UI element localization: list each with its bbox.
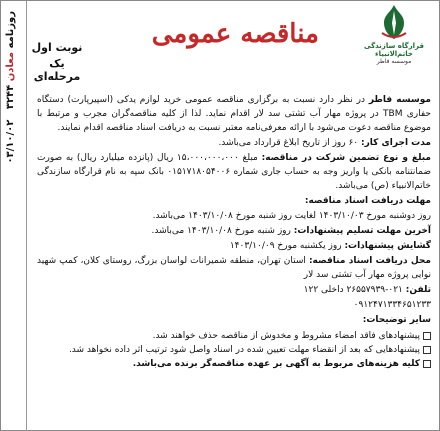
note-text: پیشنهادهایی که بعد از انقضاء مهلت تعیین شده در اسناد واصل شود ترتیب اثر داده نخواهد شد. [68,345,420,355]
checkbox-icon [423,360,431,368]
list-item [37,357,431,371]
phone-text: ۰۲۱-۲۶۵۵۷۹۳۹ داخلی ۱۲۲ [303,285,406,295]
checkbox-icon [423,332,431,340]
guarantee-label: مبلغ و نوع تضمین شرکت در مناقصه: [261,153,431,163]
intro-lead: موسسه فاطر [368,95,431,105]
duration-text: ۶۰ روز از تاریخ ابلاغ قرارداد می‌باشد. [218,138,362,148]
submit-label: آخرین مهلت تسلیم پیشنهادات: [293,226,431,236]
newspaper-side-strip [1,1,27,431]
round-info [31,41,83,86]
side-brand: معادن [5,51,16,82]
emblem-icon [374,3,414,41]
note-text: کلیه هزینه‌های مربوط به آگهی بر عهده مناقصه‌گر برنده می‌باشد. [132,359,420,369]
submit-paragraph [37,224,431,238]
submit-text: روز شنبه مورخ ۱۴۰۳/۱۰/۰۸ می‌باشد. [151,226,294,236]
location-paragraph [37,254,431,282]
logo-subtext: موسسه فاطر [376,58,412,65]
phone-paragraph [37,283,431,297]
checkbox-icon [423,346,431,354]
notice-body [31,93,437,371]
side-newspaper: روزنامه [5,11,16,49]
side-code: ۳۲۴۴ [5,84,16,110]
side-caption [5,11,16,411]
opening-paragraph [37,239,431,253]
opening-label: گشایش پیشنهادات: [344,241,431,251]
logo-text: قرارگاه سازندگی خاتم‌الانبیاء [363,42,424,58]
intro-text: در نظر دارد نسبت به برگزاری مناقصه عمومی خرید لوازم یدکی (اسپیرپارت) دستگاه حفاری TBM در پروژه مهار آب تشتی سد لار اقدام نماید. لذا از کلیه مناقصه‌گران مجرب و مرتبط با موضوع مناقصه دعوت می‌شود با ارائه معرفی‌نامه معتبر نسبت به دریافت اسناد مناقصه اقدام نمایند. [37,95,431,133]
notice-content [31,1,437,431]
deadline-title: مهلت دریافت اسناد مناقصه: [304,196,431,206]
duration-paragraph [37,136,431,150]
guarantee-paragraph [37,151,431,193]
other-label: سایر توضیحات: [362,315,431,325]
round-single-stage: یک مرحله‌ای [33,57,81,83]
intro-paragraph [37,93,431,135]
opening-text: روز یکشنبه مورخ ۱۴۰۳/۱۰/۰۹ [229,241,345,251]
notes-list [37,329,431,371]
phone-secondary: ۰۹۱۲۴۷۱۳۳۴۶۵۱۲۳۳ [353,300,431,310]
round-first: نوبت اول [31,41,83,54]
guarantee-text: مبلغ ۱۵،۰۰۰،۰۰۰،۰۰۰ ریال (پانزده میلیارد ریال) به صورت ضمانتنامه بانکی یا واریز وجه به حساب جاری شماره ۰۱۵۱۷۱۸۰۵۴۰۰۶ بانک سپه به نام قرارگاه سازندگی خاتم‌الانبیاء (ص) می‌باشد. [37,153,431,191]
organization-logo [353,3,435,85]
notice-header [31,1,437,93]
duration-label: مدت اجرای کار: [361,138,431,148]
notice-title: مناقصه عمومی [151,19,319,49]
location-label: محل دریافت اسناد مناقصه: [308,256,431,266]
side-date: ۰۳/۱۰/۰۲ [5,119,16,164]
location-text: استان تهران، منطقه شمیرانات لواسان بزرگ، روستای کلان، کمپ شهید نوایی پروژه مهار آب تشتی سد لار [37,256,431,280]
list-item [37,329,431,343]
note-text: پیشنهادهای فاقد امضاء مشروط و مخدوش از مناقصه حذف خواهند شد. [152,331,420,341]
phone-label: تلفن: [405,285,431,295]
deadline-text: روز دوشنبه مورخ ۱۴۰۳/۱۰/۰۳ لغایت روز شنبه مورخ ۱۴۰۳/۱۰/۰۸ می‌باشد. [152,211,431,221]
list-item [37,343,431,357]
